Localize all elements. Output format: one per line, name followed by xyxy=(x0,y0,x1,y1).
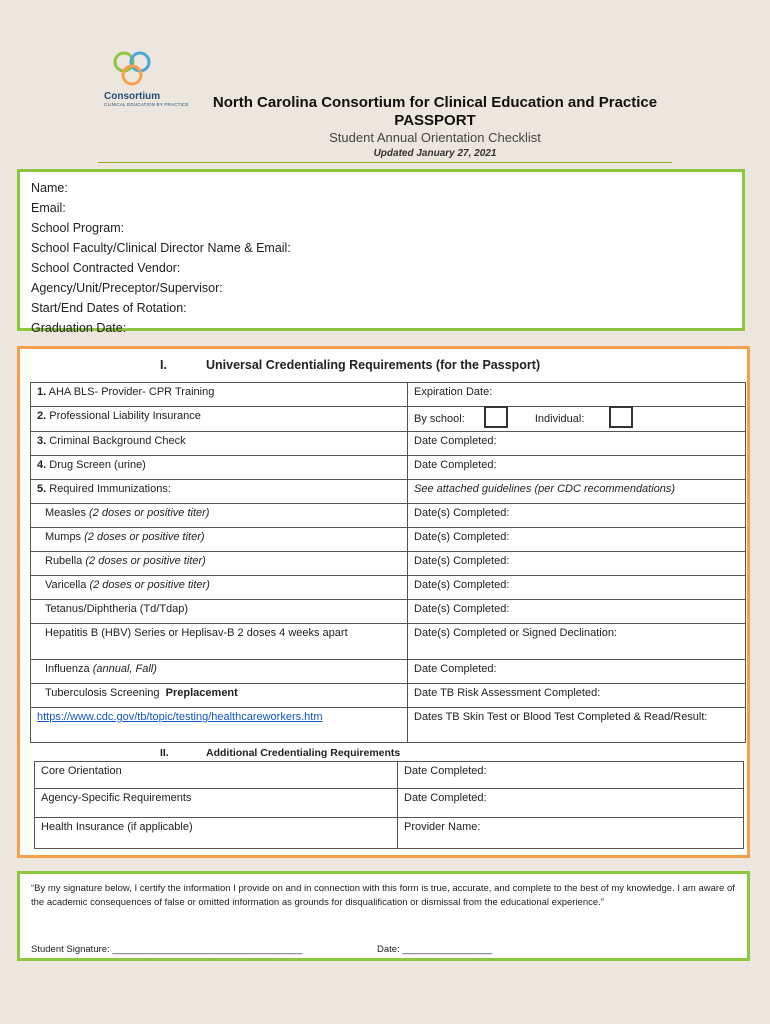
table-row xyxy=(31,552,746,576)
row-label: Agency-Specific Requirements xyxy=(35,789,398,818)
row-label: AHA BLS- Provider- CPR Training xyxy=(48,386,215,398)
table-row xyxy=(35,818,744,849)
header-divider xyxy=(98,162,672,163)
bls-expiration-field[interactable]: Expiration Date: xyxy=(408,383,746,407)
logo-tagline: CLINICAL EDUCATION BY PRACTICE xyxy=(104,102,189,107)
contracted-vendor-field[interactable]: School Contracted Vendor: xyxy=(31,261,181,275)
immunization-name: Measles xyxy=(45,507,86,519)
hepatitis-b-date-field[interactable]: Date(s) Completed or Signed Declination: xyxy=(408,624,746,660)
tb-preplacement-label: Preplacement xyxy=(165,687,238,699)
row-label: Core Orientation xyxy=(35,762,398,789)
tetanus-date-field[interactable]: Date(s) Completed: xyxy=(408,600,746,624)
immunization-note: (2 doses or positive titer) xyxy=(85,555,206,567)
row-number: 4. xyxy=(37,459,47,471)
name-field[interactable]: Name: xyxy=(31,181,68,195)
section1-title: Universal Credentialing Requirements (for the Passport) xyxy=(206,358,541,372)
table-row xyxy=(31,576,746,600)
updated-date: Updated January 27, 2021 xyxy=(373,148,497,159)
immunization-name: Hepatitis B (HBV) Series or Heplisav-B 2 doses 4 weeks apart xyxy=(45,627,348,639)
section2-title: Additional Credentialing Requirements xyxy=(206,747,401,759)
agency-unit-field[interactable]: Agency/Unit/Preceptor/Supervisor: xyxy=(31,281,223,295)
row-number: 2. xyxy=(37,410,47,422)
table-row xyxy=(31,684,746,708)
rings-icon xyxy=(104,48,164,90)
table-row xyxy=(31,504,746,528)
rubella-date-field[interactable]: Date(s) Completed: xyxy=(408,552,746,576)
section1-numeral: I. xyxy=(160,358,167,372)
immunization-note: (2 doses or positive titer) xyxy=(89,507,210,519)
page-subtitle: Student Annual Orientation Checklist xyxy=(329,130,541,145)
table-row xyxy=(31,432,746,456)
additional-requirements-table xyxy=(34,761,744,849)
table-row xyxy=(31,600,746,624)
row-number: 5. xyxy=(37,483,47,495)
section2-numeral: II. xyxy=(160,747,169,759)
background-check-date-field[interactable]: Date Completed: xyxy=(408,432,746,456)
immunization-note: (2 doses or positive titer) xyxy=(84,531,205,543)
by-school-checkbox[interactable] xyxy=(484,406,508,428)
row-label: Required Immunizations: xyxy=(49,483,171,495)
table-row xyxy=(31,383,746,407)
table-row xyxy=(35,789,744,818)
table-row xyxy=(31,528,746,552)
agency-specific-date-field[interactable]: Date Completed: xyxy=(398,789,744,818)
provider-name-field[interactable]: Provider Name: xyxy=(398,818,744,849)
tb-screening-label: Tuberculosis Screening xyxy=(45,687,160,699)
immunization-name: Mumps xyxy=(45,531,82,543)
student-info-box xyxy=(17,169,745,335)
row-label: Professional Liability Insurance xyxy=(49,410,201,422)
immunization-note: (2 doses or positive titer) xyxy=(89,579,210,591)
page-title: North Carolina Consortium for Clinical Education and Practice PASSPORT xyxy=(212,94,658,129)
signature-box xyxy=(17,871,750,961)
graduation-date-field[interactable]: Graduation Date: xyxy=(31,321,127,335)
table-row xyxy=(31,407,746,432)
table-row xyxy=(31,624,746,660)
by-school-label: By school: xyxy=(414,412,465,425)
table-row xyxy=(31,456,746,480)
immunization-name: Influenza xyxy=(45,663,90,675)
faculty-director-field[interactable]: School Faculty/Clinical Director Name & Email: xyxy=(31,241,291,255)
universal-requirements-table xyxy=(30,382,746,743)
email-field[interactable]: Email: xyxy=(31,201,66,215)
row-label: Drug Screen (urine) xyxy=(49,459,146,471)
logo-brand: Consortium xyxy=(104,91,161,102)
table-row xyxy=(35,762,744,789)
signature-date-field[interactable]: Date: _________________ xyxy=(377,944,493,955)
row-number: 3. xyxy=(37,435,47,447)
core-orientation-date-field[interactable]: Date Completed: xyxy=(398,762,744,789)
individual-label: Individual: xyxy=(534,412,585,425)
student-signature-field[interactable]: Student Signature: ____________________________________ xyxy=(31,944,303,955)
influenza-date-field[interactable]: Date Completed: xyxy=(408,660,746,684)
row-number: 1. xyxy=(37,386,47,398)
varicella-date-field[interactable]: Date(s) Completed: xyxy=(408,576,746,600)
mumps-date-field[interactable]: Date(s) Completed: xyxy=(408,528,746,552)
row-label: Criminal Background Check xyxy=(49,435,186,447)
rotation-dates-field[interactable]: Start/End Dates of Rotation: xyxy=(31,301,187,315)
immunization-name: Varicella xyxy=(45,579,87,591)
immunization-note: (annual, Fall) xyxy=(92,663,157,675)
immunization-name: Tetanus/Diphtheria (Td/Tdap) xyxy=(45,603,189,615)
cdc-tb-link[interactable]: https://www.cdc.gov/tb/topic/testing/healthcareworkers.htm xyxy=(37,711,323,723)
school-program-field[interactable]: School Program: xyxy=(31,221,125,235)
row-label: Health Insurance (if applicable) xyxy=(35,818,398,849)
tb-test-result-field[interactable]: Dates TB Skin Test or Blood Test Completed & Read/Result: xyxy=(408,708,746,743)
immunization-guidelines-note: See attached guidelines (per CDC recommendations) xyxy=(408,480,746,504)
consortium-logo xyxy=(104,48,194,112)
immunization-name: Rubella xyxy=(45,555,83,567)
individual-checkbox[interactable] xyxy=(609,406,633,428)
drug-screen-date-field[interactable]: Date Completed: xyxy=(408,456,746,480)
table-row xyxy=(31,660,746,684)
table-row xyxy=(31,480,746,504)
table-row xyxy=(31,708,746,743)
certification-statement: “By my signature below, I certify the information I provide on and in connection with this form is true, accurate, and complete to the best of my knowledge. I am aware of the academic consequences of false or omitted information as grounds for disqualification or dismissal from the educational experience.” xyxy=(31,883,735,908)
tb-risk-assessment-field[interactable]: Date TB Risk Assessment Completed: xyxy=(408,684,746,708)
credentialing-box xyxy=(17,346,750,858)
measles-date-field[interactable]: Date(s) Completed: xyxy=(408,504,746,528)
